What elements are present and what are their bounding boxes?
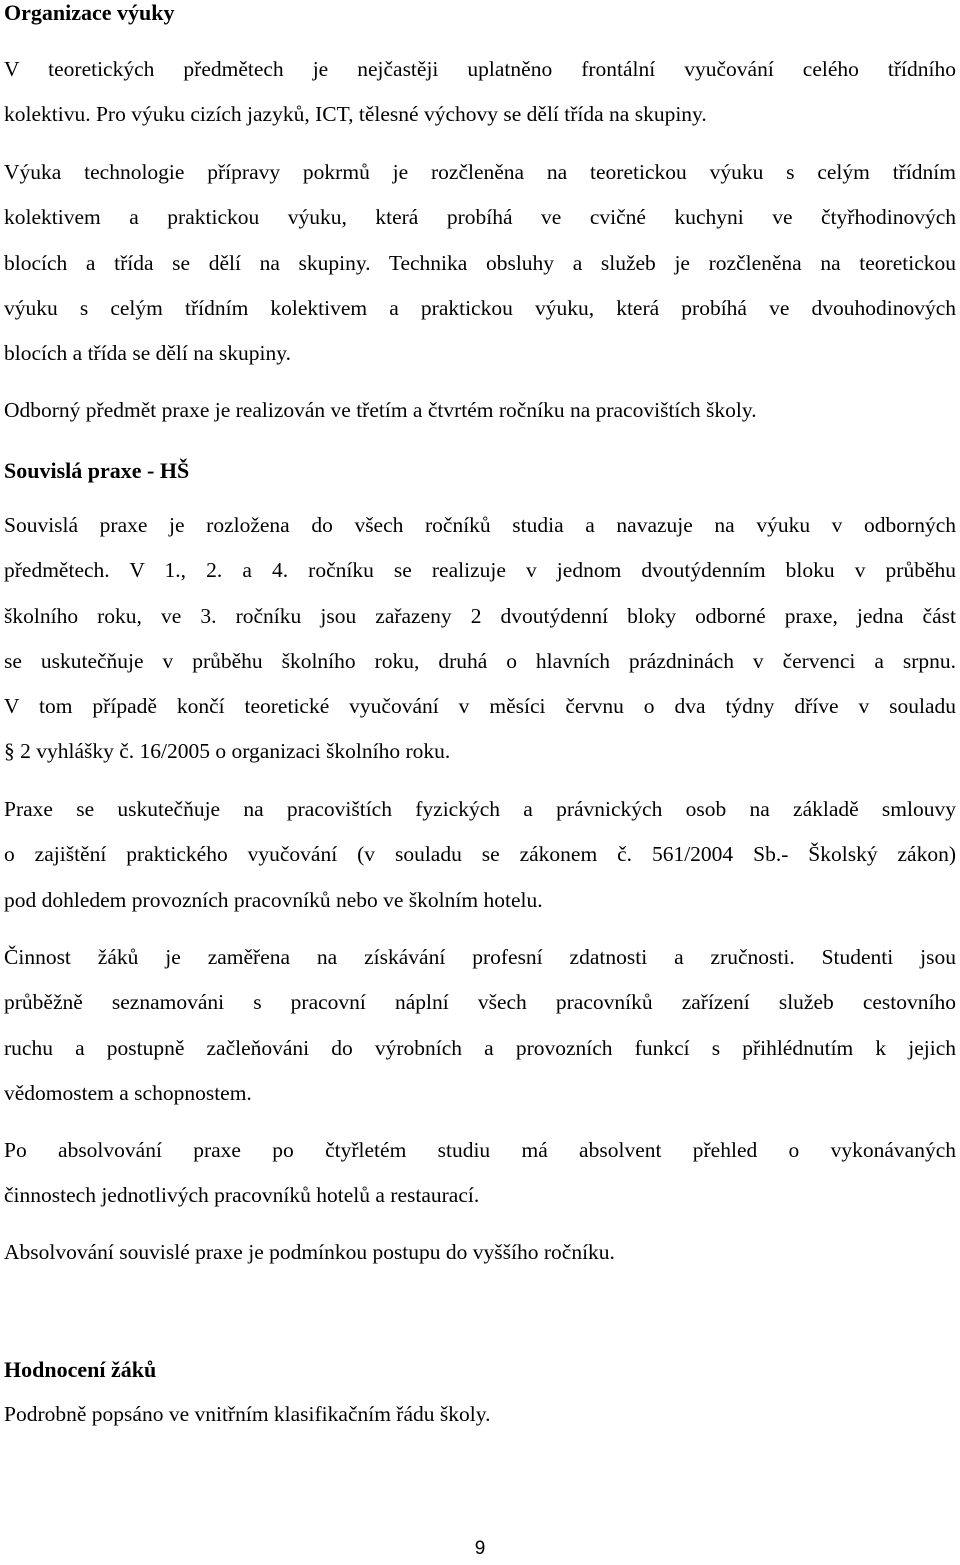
paragraph-technologie — [4, 150, 956, 376]
paragraph-absolvent — [4, 1128, 956, 1219]
text-line: § 2 vyhlášky č. 16/2005 o organizaci školního roku. — [4, 739, 451, 764]
text-line: výuku s celým třídním kolektivem a praktickou výuku, která probíhá ve dvouhodinových — [4, 295, 956, 320]
paragraph-klasifikacni-rad — [4, 1392, 956, 1437]
page-number: 9 — [474, 1538, 486, 1559]
text-line: Po absolvování praxe po čtyřletém studiu má absolvent přehled o vykonávaných — [4, 1138, 956, 1162]
heading-souvisla-praxe: Souvislá praxe - HŠ — [4, 458, 190, 483]
text-line: pod dohledem provozních pracovníků nebo ve školním hotelu. — [4, 887, 543, 912]
text-line: Výuka technologie přípravy pokrmů je rozčleněna na teoretickou výuku s celým třídním — [4, 160, 956, 184]
paragraph-souvisla-praxe — [4, 503, 956, 775]
heading-organizace-vyuky: Organizace výuky — [4, 0, 175, 25]
paragraph-odborny-predmet — [4, 388, 956, 433]
text-line: Podrobně popsáno ve vnitřním klasifikačním řádu školy. — [4, 1402, 491, 1426]
text-line: V teoretických předmětech je nejčastěji uplatněno frontální vyučování celého třídního — [4, 57, 956, 81]
text-line: blocích a třída se dělí na skupiny. Technika obsluhy a služeb je rozčleněna na teoretickou — [4, 250, 956, 275]
text-line: činnostech jednotlivých pracovníků hotelů a restaurací. — [4, 1183, 480, 1208]
paragraph-frontalni-vyucovani — [4, 47, 956, 138]
text-line: kolektivu. Pro výuku cizích jazyků, ICT, tělesné výchovy se dělí třída na skupiny. — [4, 102, 707, 127]
text-line: Souvislá praxe je rozložena do všech ročníků studia a navazuje na výuku v odborných — [4, 513, 956, 537]
text-line: průběžně seznamováni s pracovní náplní všech pracovníků zařízení služeb cestovního — [4, 990, 956, 1015]
text-line: školního roku, ve 3. ročníku jsou zařazeny 2 dvoutýdenní bloky odborné praxe, jedna část — [4, 603, 956, 628]
heading-hodnoceni-zaku: Hodnocení žáků — [4, 1357, 157, 1382]
text-line: ruchu a postupně začleňováni do výrobních a provozních funkcí s přihlédnutím k jejich — [4, 1035, 956, 1060]
paragraph-pracoviste — [4, 787, 956, 923]
text-line: Absolvování souvislé praxe je podmínkou postupu do vyššího ročníku. — [4, 1240, 615, 1264]
text-line: Činnost žáků je zaměřena na získávání profesní zdatnosti a zručnosti. Studenti jsou — [4, 945, 956, 969]
text-line: Praxe se uskutečňuje na pracovištích fyzických a právnických osob na základě smlouvy — [4, 797, 956, 821]
text-line: Odborný předmět praxe je realizován ve třetím a čtvrtém ročníku na pracovištích školy. — [4, 398, 757, 422]
text-line: V tom případě končí teoretické vyučování v měsíci červnu o dva týdny dříve v souladu — [4, 694, 956, 719]
text-line: blocích a třída se dělí na skupiny. — [4, 341, 291, 366]
text-line: kolektivem a praktickou výuku, která probíhá ve cvičné kuchyni ve čtyřhodinových — [4, 205, 956, 230]
text-line: předmětech. V 1., 2. a 4. ročníku se realizuje v jednom dvoutýdenním bloku v průběhu — [4, 558, 956, 583]
text-line: se uskutečňuje v průběhu školního roku, druhá o hlavních prázdninách v červenci a srpnu. — [4, 648, 956, 673]
text-line: vědomostem a schopnostem. — [4, 1080, 252, 1105]
text-line: o zajištění praktického vyučování (v souladu se zákonem č. 561/2004 Sb.- Školský zákon) — [4, 842, 956, 867]
paragraph-podminka-postupu — [4, 1230, 956, 1275]
paragraph-cinnost-zaku — [4, 935, 956, 1116]
